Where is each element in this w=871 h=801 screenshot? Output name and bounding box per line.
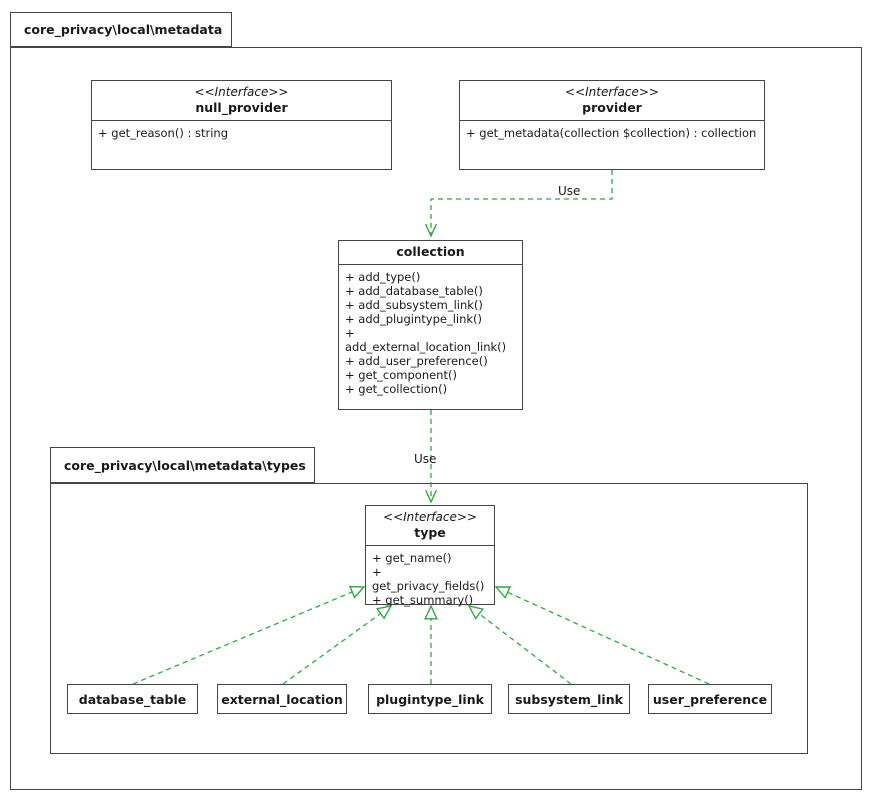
interface-name: type [414,525,446,540]
package-tab-metadata [10,12,232,47]
class-box-external-location [217,684,347,714]
method-label: + get_component() [345,368,457,382]
method-label: + add_plugintype_link() [345,312,483,326]
interface-name: provider [582,100,642,115]
box-header [366,506,494,541]
class-box-user-preference [648,684,772,714]
method-label: + get_privacy_fields() [372,565,485,593]
method-label: + get_collection() [345,382,448,396]
stereotype-label: <<Interface>> [194,85,289,99]
method-list [339,265,522,396]
box-header [339,241,522,260]
interface-box-type [365,505,495,605]
method-list [92,121,391,140]
class-name: subsystem_link [515,691,623,707]
method-label: + get_metadata(collection $collection) : collection [466,126,757,140]
stereotype-label: <<Interface>> [383,510,477,524]
class-name: database_table [78,691,187,707]
method-list [366,546,494,607]
interface-name: null_provider [195,100,288,115]
method-list [460,121,764,140]
class-name: user_preference [652,691,768,707]
class-name: plugintype_link [376,691,484,707]
box-header [92,81,391,116]
method-label: + add_subsystem_link() [345,298,483,312]
method-label: + get_name() [372,551,452,565]
use-label: Use [558,184,581,198]
interface-box-provider [459,80,765,170]
package-label: core_privacy\local\metadata [24,22,223,37]
class-name: collection [396,244,465,259]
stereotype-label: <<Interface>> [565,85,659,99]
method-label: + add_type() [345,270,421,284]
class-name: external_location [221,691,343,707]
class-box-plugintype-link [368,684,492,714]
method-label: + add_external_location_link() [345,326,507,354]
class-box-database-table [67,684,198,714]
use-label: Use [414,452,437,466]
method-label: + add_user_preference() [345,354,488,368]
method-label: + get_summary() [372,593,474,607]
package-tab-metadata-types [50,447,315,483]
method-label: + add_database_table() [345,284,483,298]
package-label: core_privacy\local\metadata\types [64,457,306,473]
class-box-collection [338,240,523,410]
method-label: + get_reason() : string [98,126,229,140]
box-header [460,81,764,116]
class-box-subsystem-link [508,684,630,714]
interface-box-null-provider [91,80,392,170]
